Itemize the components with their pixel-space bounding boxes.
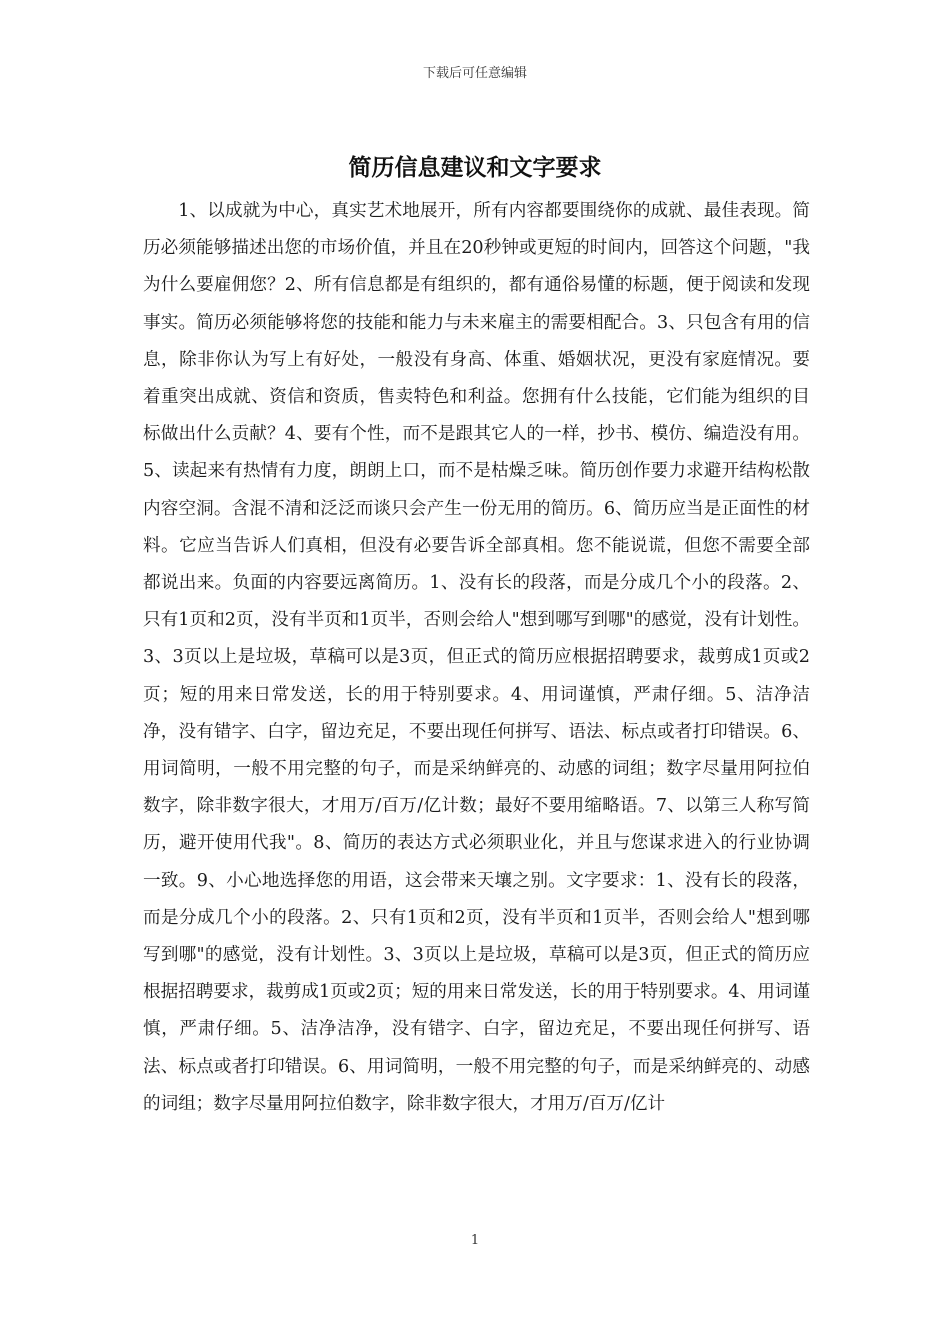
page-number: 1 [470, 1233, 480, 1248]
page-header: 下载后可任意编辑 [422, 66, 527, 81]
document-title: 简历信息建议和文字要求 [348, 155, 602, 181]
body-paragraph: 1、以成就为中心，真实艺术地展开，所有内容都要围绕你的成就、最佳表现。简历必须能够描述出您的市场价值，并且在20秒钟或更短的时间内，回答这个问题，"我为什么要雇佣您？2、所有信息都是有组织的，都有通俗易懂的标题，便于阅读和发现事实。简历必须能够将您的技能和能力与未来雇主的需要相配合。3、只包含有用的信息，除非你认为写上有好处，一般没有身高、体重、婚姻状况，更没有家庭情况。要着重突出成就、资信和资质，售卖特色和利益。您拥有什么技能，它们能为组织的目标做出什么贡献？4、要有个性，而不是跟其它人的一样，抄书、模仿、编造没有用。5、读起来有热情有力度，朗朗上口，而不是枯燥乏味。简历创作要力求避开结构松散内容空洞。含混不清和泛泛而谈只会产生一份无用的简历。6、简历应当是正面性的材料。它应当告诉人们真相，但没有必要告诉全部真相。您不能说谎，但您不需要全部都说出来。负面的内容要远离简历。1、没有长的段落，而是分成几个小的段落。2、只有1页和2页，没有半页和1页半，否则会给人"想到哪写到哪"的感觉，没有计划性。3、3页以上是垃圾，草稿可以是3页，但正式的简历应根据招聘要求，裁剪成1页或2页；短的用来日常发送，长的用于特别要求。4、用词谨慎，严肃仔细。5、洁净洁净，没有错字、白字，留边充足，不要出现任何拼写、语法、标点或者打印错误。6、用词简明，一般不用完整的句子，而是采纳鲜亮的、动感的词组；数字尽量用阿拉伯数字，除非数字很大，才用万/百万/亿计数；最好不要用缩略语。7、以第三人称写简历，避开使用代我"。8、简历的表达方式必须职业化，并且与您谋求进入的行业协调一致。9、小心地选择您的用语，这会带来天壤之别。文字要求：1、没有长的段落，而是分成几个小的段落。2、只有1页和2页，没有半页和1页半，否则会给人"想到哪写到哪"的感觉，没有计划性。3、3页以上是垃圾，草稿可以是3页，但正式的简历应根据招聘要求，裁剪成1页或2页；短的用来日常发送，长的用于特别要求。4、用词谨慎，严肃仔细。5、洁净洁净，没有错字、白字，留边充足，不要出现任何拼写、语法、标点或者打印错误。6、用词简明，一般不用完整的句子，而是采纳鲜亮的、动感的词组；数字尽量用阿拉伯数字，除非数字很大，才用万/百万/亿计 [143, 201, 810, 1114]
